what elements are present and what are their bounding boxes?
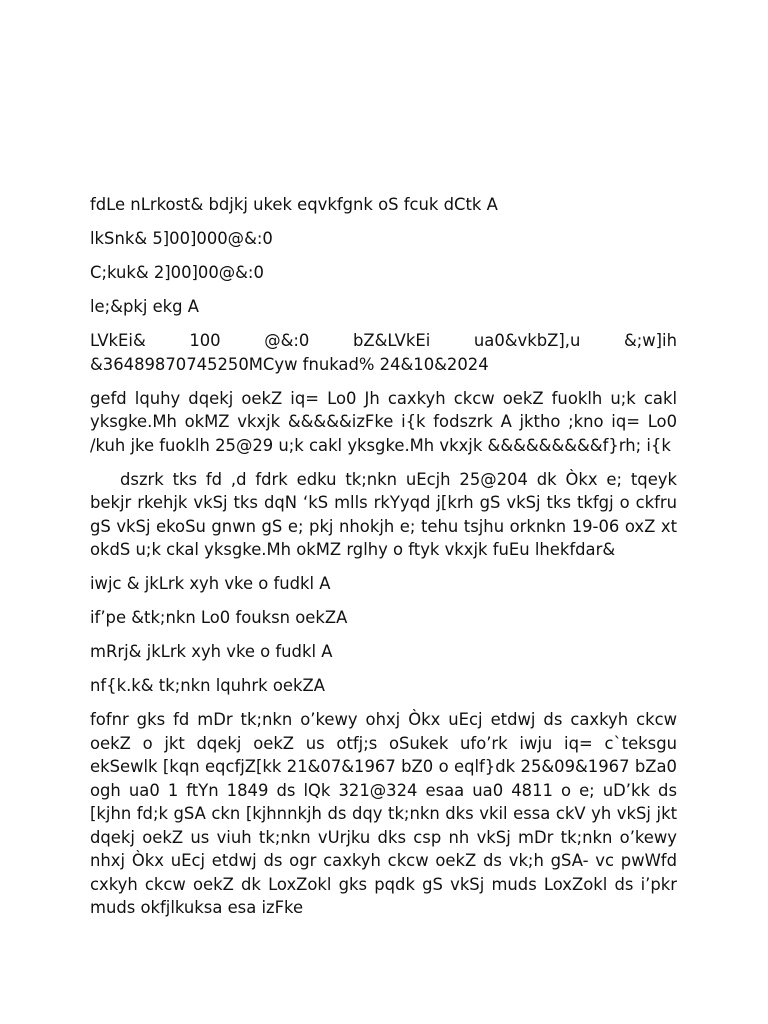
case-title-line: fdLe nLrkost& bdjkj ukek eqvkfgnk oS fcuk dCtk A [90, 195, 498, 214]
estamp-suffix: &;w]ih [623, 331, 677, 350]
stamp-value: 100 [189, 331, 221, 350]
tax-amount-line: lkSnk& 5]00]000@&:0 [90, 229, 273, 248]
period-line: le;&pkj ekg A [90, 297, 200, 316]
stamp-block [90, 329, 677, 376]
stamp-row [90, 329, 677, 353]
paragraph-history: fofnr gks fd mDr tk;nkn o’kewy ohxj Òkx uEcj etdwj ds caxkyh ckcw oekZ o jkt dqekj oekZ us otfj;s oSukek ufo’rk iwju iq= c`teksgu ekSewlk [kqn eqcfjZ[kk 21&07&1967 bZ0 o eqlf}dk 25&09&1967 bZa0 ogh ua0 1 ftYn 1849 ds lQk 321@324 esaa ua0 4811 o e; uD’kk ds [kjhn fd;k gSA ckn [kjhnnkjh ds dqy tk;nkn dks vkil essa ckV yh vkSj jkt dqekj oekZ us viuh tk;nkn vUrjku dks csp nh vkSj mDr tk;nkn o’kewy nhxj Òkx uEcj etdwj ds ogr caxkyh ckcw oekZ ds vk;h gSA- vc pwWfd cxkyh ckcw oekZ dk LoxZokl gks pqdk gS vkSj muds LoxZokl ds i’pkr muds okfjlkuksa esa izFke [90, 710, 677, 917]
boundary-south: nf{k.k& tk;nkn lquhrk oekZA [90, 676, 325, 695]
stamp-unit: @&:0 [264, 331, 310, 350]
estamp-label: bZ&LVkEi [352, 331, 431, 350]
boundary-west: if’pe &tk;nkn Lo0 fouksn oekZA [90, 608, 348, 627]
stamp-number-date: &36489870745250MCyw fnukad% 24&10&2024 [90, 354, 489, 374]
paragraph-parties: gefd lquhy dqekj oekZ iq= Lo0 Jh caxkyh ckcw oekZ fuoklh u;k cakl yksgke.Mh okMZ vkxjk &&&&&izFke i{k fodszrk A jktho ;kno iq= Lo0 /kuh jke fuoklh 25@29 u;k cakl yksgke.Mh vkxjk &&&&&&&&&f}rh; i{k [90, 388, 677, 455]
advance-amount-line: C;kuk& 2]00]00@&:0 [90, 263, 264, 282]
estamp-number-label: ua0&vkbZ],u [473, 331, 581, 350]
document-page [90, 193, 677, 930]
stamp-label: LVkEi& [90, 331, 146, 350]
boundary-north: mRrj& jkLrk xyh vke o fudkl A [90, 642, 333, 661]
boundary-east: iwjc & jkLrk xyh vke o fudkl A [90, 574, 331, 593]
paragraph-property: dszrk tks fd ,d fdrk edku tk;nkn uEcjh 25@204 dk Òkx e; tqeyk bekjr rkehjk vkSj tks dqN ‘kS mlls rkYyqd j[krh gS vkSj tks tkfgj o ckfru gS vkSj ekoSu gnwn gS e; pkj nhokjh e; tehu tsjhu orknkn 19-06 oxZ xt okdS u;k ckal yksgke.Mh okMZ rglhy o ftyk vkxjk fuEu lhekfdar& [90, 469, 677, 559]
